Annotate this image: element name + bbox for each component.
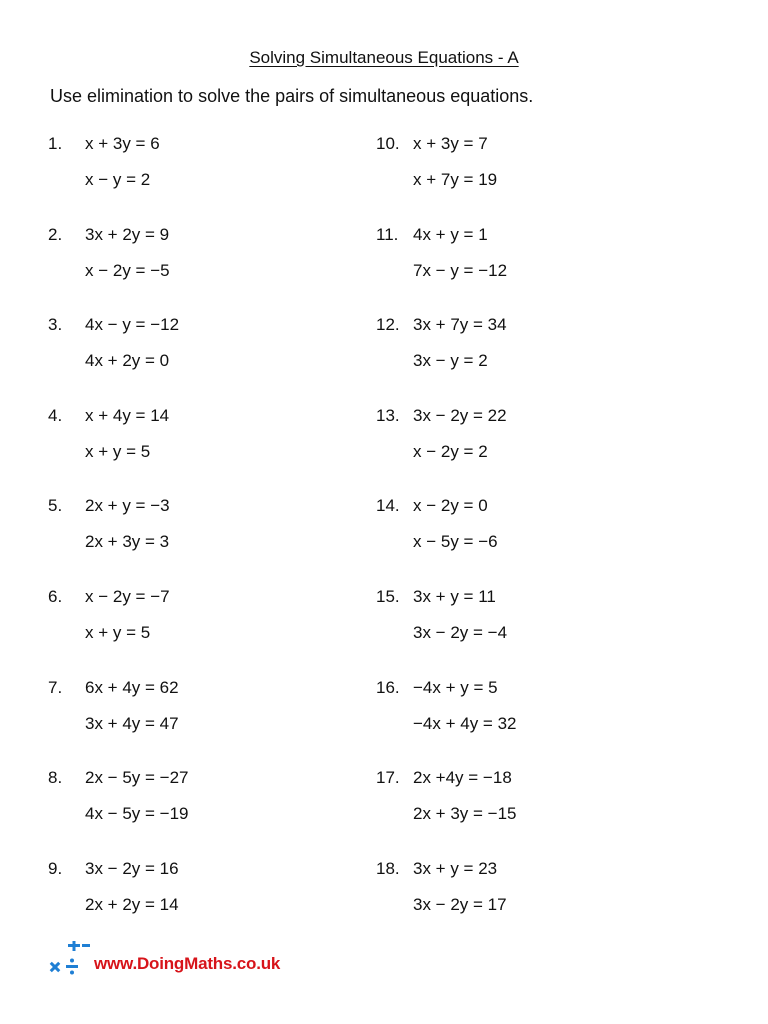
equation-first: 3x + 2y = 9 bbox=[85, 224, 170, 244]
equation-second: 7x − y = −12 bbox=[413, 260, 508, 280]
problem-number: 3. bbox=[48, 315, 63, 335]
equation-second: 3x − 2y = 17 bbox=[413, 894, 507, 914]
equation-first: 3x + 7y = 34 bbox=[413, 315, 507, 335]
problem-item bbox=[376, 225, 706, 316]
equation-first: x − 2y = −7 bbox=[85, 586, 170, 606]
problem-number: 17. bbox=[376, 768, 400, 788]
problem-item bbox=[48, 225, 378, 316]
equation-first: 3x + y = 11 bbox=[413, 586, 496, 606]
problem-number: 16. bbox=[376, 677, 400, 697]
equation-first: 6x + 4y = 62 bbox=[85, 677, 179, 697]
problem-item bbox=[376, 406, 706, 497]
equation-second: −4x + 4y = 32 bbox=[413, 713, 517, 733]
problem-item bbox=[48, 406, 378, 497]
equation-second: x + 7y = 19 bbox=[413, 170, 498, 189]
equation-second: 2x + 3y = −15 bbox=[413, 804, 517, 824]
problem-number: 7. bbox=[48, 677, 63, 697]
problem-item bbox=[376, 859, 706, 950]
equation-second: x + y = 5 bbox=[85, 441, 151, 461]
equation-first: 2x +4y = −18 bbox=[413, 768, 512, 788]
problems-right-column bbox=[376, 134, 706, 949]
problem-item bbox=[48, 134, 378, 225]
equation-second: 4x + 2y = 0 bbox=[85, 351, 170, 371]
equation-second: 3x − y = 2 bbox=[413, 351, 488, 371]
problem-item bbox=[48, 859, 378, 950]
equation-first: x + 3y = 7 bbox=[413, 134, 488, 153]
equation-first: 3x + y = 23 bbox=[413, 858, 498, 878]
problem-number: 1. bbox=[48, 134, 63, 153]
problem-item bbox=[48, 315, 378, 406]
problem-item bbox=[376, 678, 706, 769]
logo-text: www.DoingMaths.co.uk bbox=[94, 954, 281, 973]
problems-left-column bbox=[48, 134, 378, 949]
problem-number: 4. bbox=[48, 405, 63, 425]
equation-first: x + 3y = 6 bbox=[85, 134, 160, 153]
problem-number: 14. bbox=[376, 496, 400, 516]
equation-second: x − y = 2 bbox=[85, 170, 151, 189]
problem-item bbox=[48, 768, 378, 859]
worksheet-title: Solving Simultaneous Equations - A bbox=[249, 48, 519, 67]
doingmaths-logo bbox=[46, 940, 280, 980]
equation-second: x − 2y = 2 bbox=[413, 441, 488, 461]
problem-number: 2. bbox=[48, 224, 63, 244]
problem-item bbox=[376, 496, 706, 587]
equation-first: 2x + y = −3 bbox=[85, 496, 170, 516]
equation-second: 2x + 2y = 14 bbox=[85, 894, 179, 914]
equation-first: 3x − 2y = 16 bbox=[85, 858, 179, 878]
problem-number: 6. bbox=[48, 586, 63, 606]
equation-first: 3x − 2y = 22 bbox=[413, 405, 507, 425]
equation-first: 2x − 5y = −27 bbox=[85, 768, 189, 788]
equation-first: 4x + y = 1 bbox=[413, 224, 488, 244]
equation-second: 3x + 4y = 47 bbox=[85, 713, 179, 733]
problem-item bbox=[376, 134, 706, 225]
problem-number: 11. bbox=[376, 224, 399, 244]
equation-second: 4x − 5y = −19 bbox=[85, 804, 189, 824]
problem-item bbox=[48, 678, 378, 769]
problem-number: 8. bbox=[48, 768, 63, 788]
equation-first: x − 2y = 0 bbox=[413, 496, 488, 516]
problem-number: 10. bbox=[376, 134, 400, 153]
equation-second: x − 2y = −5 bbox=[85, 260, 170, 280]
equation-first: −4x + y = 5 bbox=[413, 677, 498, 697]
equation-second: x − 5y = −6 bbox=[413, 532, 498, 552]
problem-number: 13. bbox=[376, 405, 400, 425]
problem-item bbox=[376, 587, 706, 678]
problem-number: 12. bbox=[376, 315, 400, 335]
equation-second: 3x − 2y = −4 bbox=[413, 622, 508, 642]
problem-number: 5. bbox=[48, 496, 63, 516]
problem-item bbox=[48, 496, 378, 587]
math-operators-icon bbox=[46, 941, 90, 979]
problem-number: 9. bbox=[48, 858, 63, 878]
equation-first: x + 4y = 14 bbox=[85, 405, 170, 425]
equation-second: x + y = 5 bbox=[85, 622, 151, 642]
problem-number: 15. bbox=[376, 586, 400, 606]
problem-item bbox=[48, 587, 378, 678]
problem-item bbox=[376, 768, 706, 859]
equation-second: 2x + 3y = 3 bbox=[85, 532, 170, 552]
problem-item bbox=[376, 315, 706, 406]
problem-number: 18. bbox=[376, 858, 400, 878]
equation-first: 4x − y = −12 bbox=[85, 315, 180, 335]
instructions: Use elimination to solve the pairs of simultaneous equations. bbox=[50, 86, 534, 106]
